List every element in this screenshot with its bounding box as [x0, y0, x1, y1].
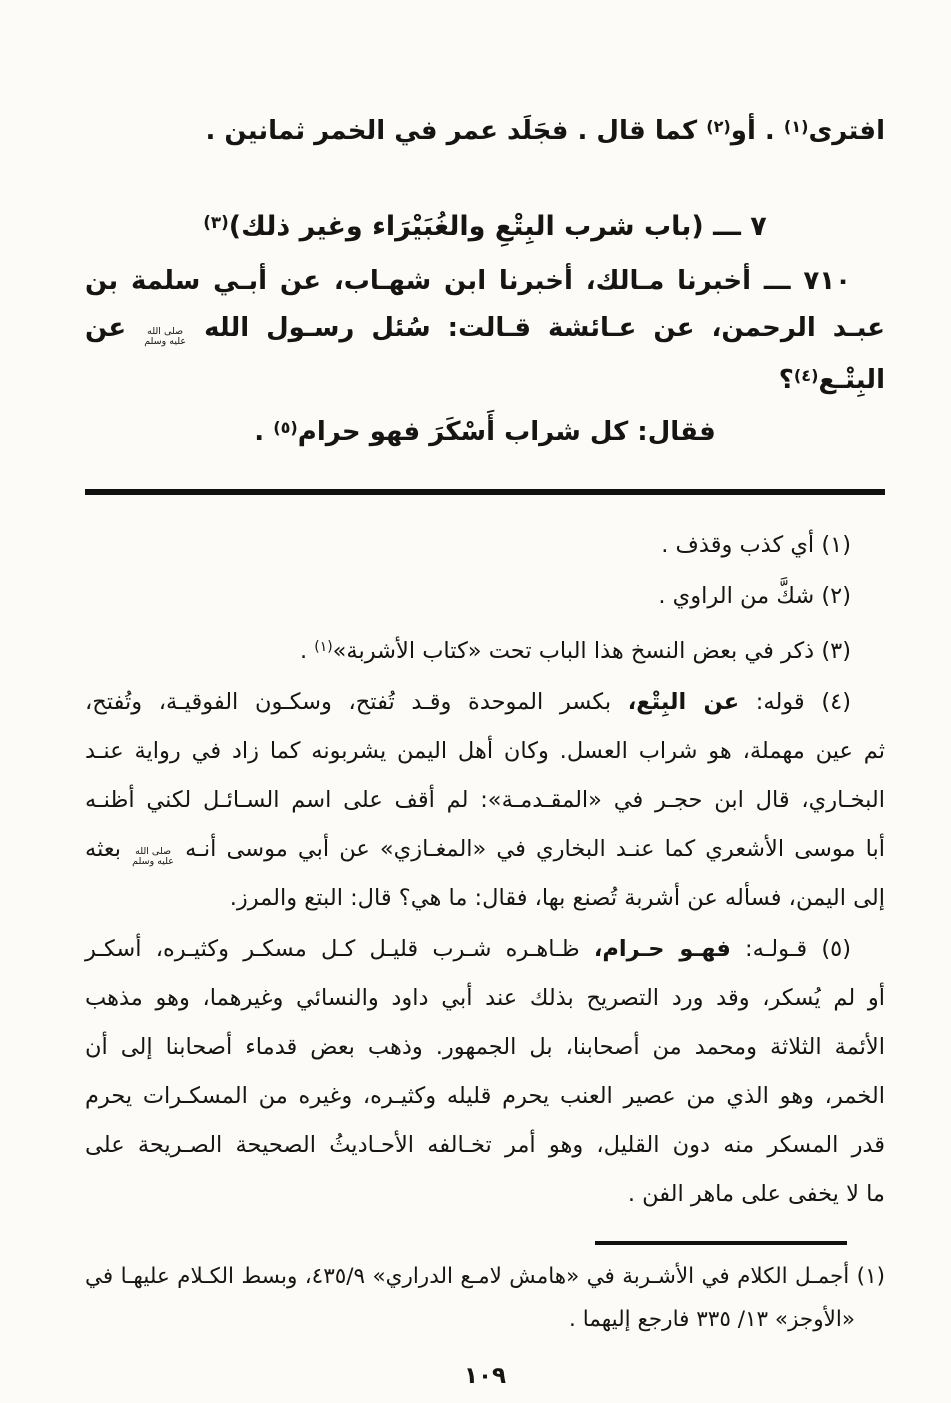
- text-segment: أبا موسى الأشعري كما عنـد البخاري في «المغـازي» عن أبي موسى أنـه: [175, 836, 885, 862]
- footnote-separator-rule: [85, 489, 885, 495]
- footnote-reference-marker: (٥): [273, 418, 298, 437]
- footnote-5-line: [85, 974, 885, 1023]
- bottom-reference-footnote: [85, 1255, 885, 1341]
- text-segment: (٣) ذكر في بعض النسخ هذا الباب تحت «كتاب الأشربة»: [332, 638, 851, 664]
- text-segment: الأئمة الثلاثة ومحمد من أصحابنا، بل الجمهور. وذهب بعض قدماء أصحابنا إلى أن: [85, 1034, 885, 1060]
- bottom-footnote-line: [85, 1298, 885, 1341]
- text-segment: ثم عين مهملة، هو شراب العسل. وكان أهل اليمن يشربونه كما زاد في رواية عنـد: [85, 738, 885, 764]
- footnote-reference-marker: (١): [314, 639, 333, 655]
- footnote-3: [85, 623, 885, 676]
- text-segment: إلى اليمن، فسأله عن أشربة تُصنع بها، فقال: ما هي؟ قال: البتع والمرز.: [229, 885, 885, 911]
- footnote-5-line: [85, 1170, 885, 1219]
- text-segment: . أو: [730, 116, 784, 146]
- footnote-4-line: [85, 727, 885, 776]
- footnote-reference-marker: (٤): [793, 366, 819, 385]
- footnote-4: [85, 678, 885, 923]
- text-segment: بعثه: [85, 836, 132, 862]
- hadith-line: [85, 404, 885, 456]
- page-number: ١٠٩: [463, 1363, 507, 1389]
- opening-line: [85, 103, 885, 155]
- footnote-2: [85, 572, 885, 621]
- hadith-line: [85, 305, 885, 404]
- bottom-footnote-line: [85, 1255, 885, 1298]
- text-segment: ٧ ـــ (باب شرب البِتْعِ والغُبَيْرَاء وغير ذلك): [228, 211, 767, 242]
- chapter-heading-line: [85, 199, 885, 250]
- footnote-5-line: [85, 1023, 885, 1072]
- emphasized-lemma: فهـو حـرام،: [593, 936, 731, 962]
- footnote-5-line: [85, 1072, 885, 1121]
- text-segment: ؟: [778, 365, 794, 395]
- text-segment: عبـد الرحمن، عن عـائشة قـالت: سُئل رسـول الله: [187, 313, 885, 343]
- text-segment: فقال: كل شراب أَسْكَرَ فهو حرام: [297, 417, 716, 447]
- text-segment: قدر المسكر منه دون القليل، وهو أمر تخـالفه الأحـاديثُ الصحيحة الصـريحة على: [85, 1132, 885, 1158]
- text-segment: البخـاري، قال ابن حجـر في «المقـدمـة»: لم أقف على اسم السـائـل لكني أظنـه: [85, 787, 885, 813]
- footnote-5-line: [85, 1121, 885, 1170]
- text-segment: «الأوجز» ١٣/ ٣٣٥ فارجع إليهما .: [569, 1307, 855, 1332]
- text-segment: .: [254, 417, 274, 447]
- opening-paragraph-continuation: [85, 103, 885, 155]
- text-segment: عن البِتْـع: [85, 313, 885, 395]
- text-segment: (١) أي كذب وقذف .: [661, 532, 851, 558]
- text-segment: (٥) قـولـه:: [730, 936, 851, 962]
- text-segment: افترى: [808, 116, 885, 146]
- prophet-honorific: صلى الله عليه وسلم: [132, 846, 174, 867]
- text-segment: (١) أجمـل الكلام في الأشـربة في «هامش لامـع الدراري» ٤٣٥/٩، وبسط الكـلام عليهـا في: [85, 1264, 886, 1289]
- emphasized-lemma: عن البِتْع،: [627, 689, 740, 715]
- prophet-honorific: صلى الله عليه وسلم: [144, 326, 187, 347]
- footnote-4-line: [85, 825, 885, 874]
- reference-separator-rule: [595, 1241, 847, 1245]
- text-segment: ٧١٠ ـــ أخبرنا مـالك، أخبرنا ابن شهـاب، عن أبـي سلمة بن: [85, 266, 851, 296]
- footnote-1-line: [85, 521, 885, 570]
- footnote-2-line: [85, 572, 885, 621]
- footnote-4-line: [85, 874, 885, 923]
- text-segment: أو لم يُسكر، وقد ورد التصريح بذلك عند أبي داود والنسائي وغيرهما، وهو مذهب: [85, 985, 885, 1011]
- hadith-710-paragraph: [85, 258, 885, 456]
- chapter-heading: [85, 199, 885, 250]
- footnote-5: [85, 925, 885, 1219]
- footnote-5-line: [85, 925, 885, 974]
- text-segment: (٤) قوله:: [739, 689, 851, 715]
- footnote-reference-marker: (٣): [203, 212, 229, 232]
- text-segment: .: [299, 638, 315, 664]
- hadith-line: [85, 258, 885, 305]
- footnote-3-line: [85, 623, 885, 676]
- text-segment: ظـاهـره شـرب قليـل كـل مسكـر وكثيـره، أسكـر: [85, 936, 594, 962]
- footnote-4-line: [85, 678, 885, 727]
- text-segment: الخمر، وهو الذي من عصير العنب يحرم قليله وكثيـره، وغيره من المسكـرات يحرم: [85, 1083, 885, 1109]
- footnote-4-line: [85, 776, 885, 825]
- text-segment: كما قال . فجَلَد عمر في الخمر ثمانين .: [205, 116, 707, 146]
- footnotes-section: [85, 521, 885, 1219]
- footnote-reference-marker: (١): [783, 117, 809, 136]
- text-segment: بكسر الموحدة وقـد تُفتح، وسكـون الفوقيـة، وتُفتح،: [85, 689, 628, 715]
- text-segment: ما لا يخفى على ماهر الفن .: [627, 1181, 885, 1207]
- footnote-reference-marker: (٢): [706, 117, 731, 136]
- footnote-1: [85, 521, 885, 570]
- text-segment: (٢) شكَّ من الراوي .: [658, 583, 851, 609]
